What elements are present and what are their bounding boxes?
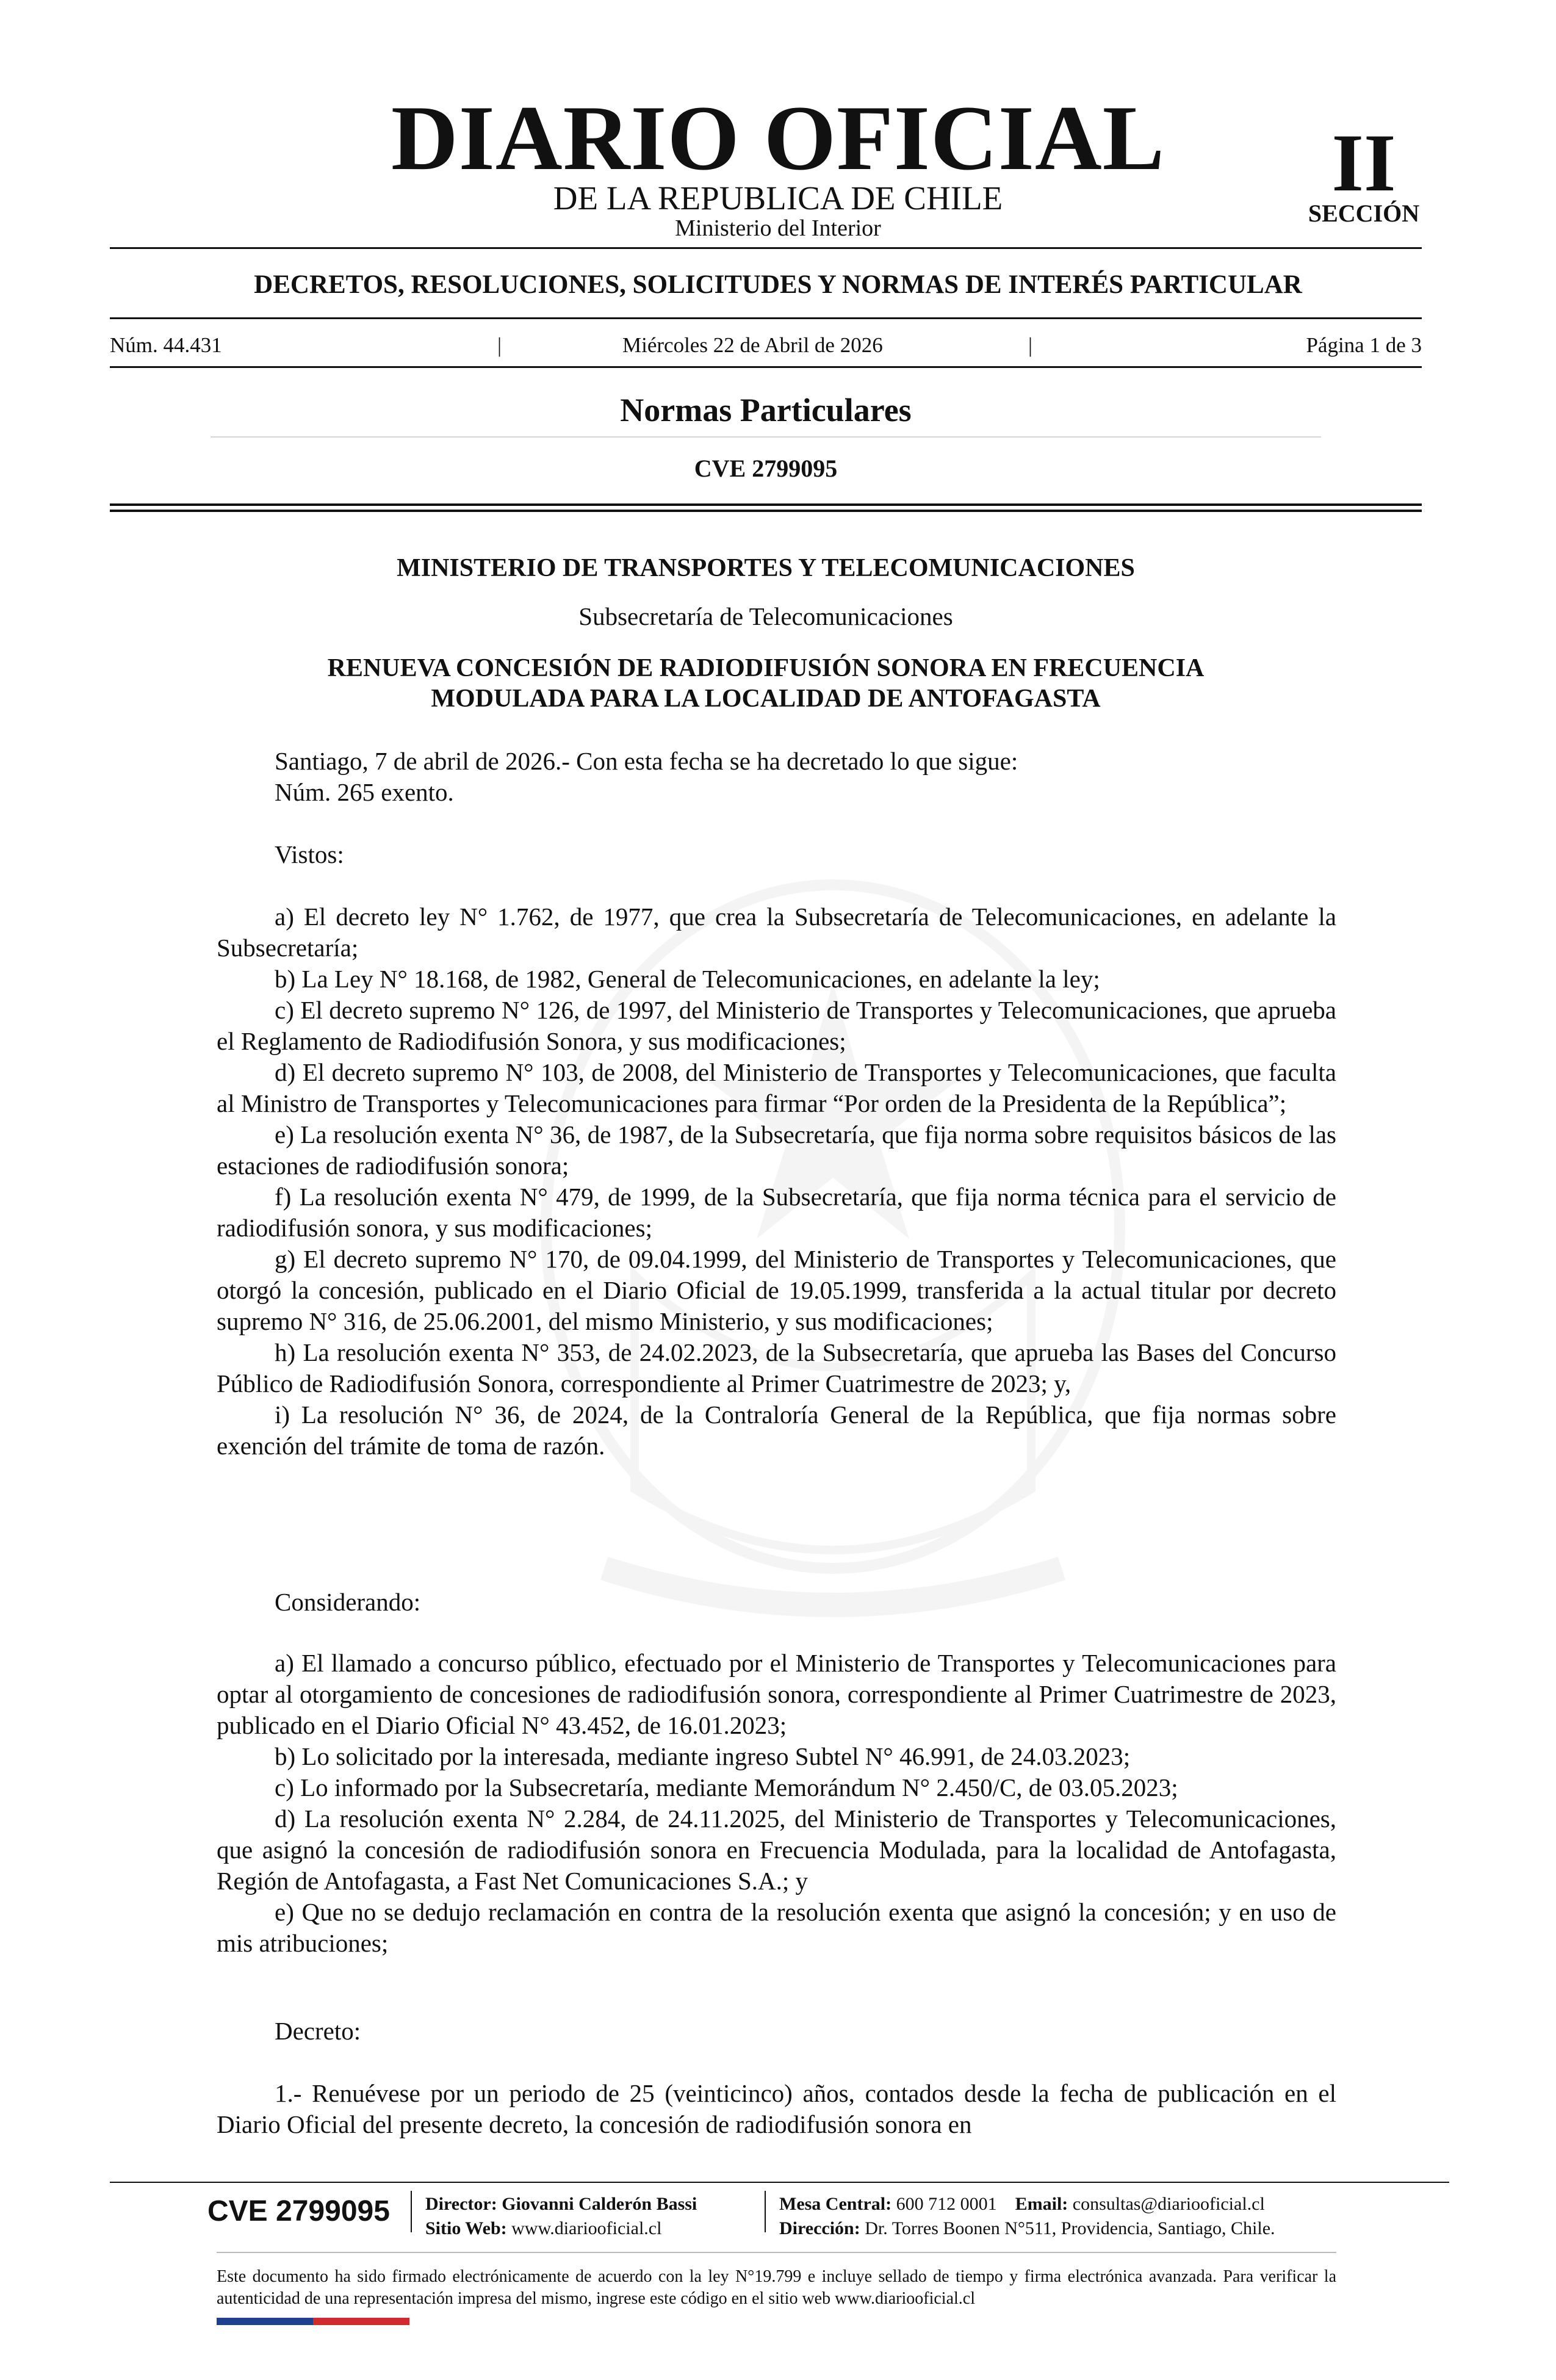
document-title-line: MODULADA PARA LA LOCALIDAD DE ANTOFAGASTA	[431, 685, 1101, 713]
address-value: Dr. Torres Boonen N°511, Providencia, Santiago, Chile.	[865, 2218, 1275, 2238]
section-title-divider	[211, 436, 1321, 438]
footer-contact-block	[779, 2192, 1275, 2241]
site-link[interactable]: www.diariooficial.cl	[511, 2218, 662, 2238]
issue-number: Núm. 44.431	[110, 333, 222, 357]
footer-divider	[217, 2252, 1336, 2253]
document-title-line: RENUEVA CONCESIÓN DE RADIODIFUSIÓN SONORA EN FRECUENCIA	[327, 654, 1205, 682]
masthead-title: DIARIO OFICIAL	[391, 87, 1165, 189]
footer-verification-note: Este documento ha sido firmado electrónicamente de acuerdo con la ley N°19.799 e incluye sellado de tiempo y firma electrónica avanzada. Para verificar la autenticidad de una representación impresa del mismo, ingrese este código en el sitio web www.diariooficial.cl	[217, 2267, 1336, 2308]
decreto-list	[217, 2078, 1336, 2140]
list-item: c) El decreto supremo N° 126, de 1997, del Ministerio de Transportes y Telecomunicaciones, que aprueba el Reglamento de Radiodifusión Sonora, y sus modificaciones;	[217, 996, 1336, 1055]
vistos-heading-text: Vistos:	[275, 840, 344, 868]
flag-stripe-red	[313, 2318, 409, 2325]
issue-page: Página 1 de 3	[1306, 333, 1422, 357]
issue-separator: |	[1028, 333, 1033, 357]
document-title	[0, 653, 1532, 714]
list-item: c) Lo informado por la Subsecretaría, mediante Memorándum N° 2.450/C, de 03.05.2023;	[275, 1773, 1178, 1801]
document-ministry: MINISTERIO DE TRANSPORTES Y TELECOMUNICACIONES	[397, 554, 1135, 582]
header-bottom-rule	[110, 503, 1422, 506]
footer-top-rule	[110, 2182, 1449, 2183]
decreto-heading-text: Decreto:	[275, 2017, 361, 2045]
list-item: a) El llamado a concurso público, efectuado por el Ministerio de Transportes y Telecomunicaciones para optar al otorgamiento de concesiones de radiodifusión sonora, correspondiente al Primer Cuatrimestre de 2023, publicado en el Diario Oficial N° 43.452, de 16.01.2023;	[217, 1649, 1336, 1739]
section-number: II	[1331, 118, 1396, 209]
banner-divider	[110, 317, 1422, 319]
list-item: d) El decreto supremo N° 103, de 2008, del Ministerio de Transportes y Telecomunicaciones, que faculta al Ministro de Transportes y Telecomunicaciones para firmar “Por orden de la Presidenta de la República”;	[217, 1058, 1336, 1117]
list-item: e) Que no se dedujo reclamación en contra de la resolución exenta que asignó la concesión; y en uso de mis atribuciones;	[217, 1898, 1336, 1957]
intro-line: Núm. 265 exento.	[275, 778, 454, 806]
list-item: h) La resolución exenta N° 353, de 24.02.2023, de la Subsecretaría, que aprueba las Bases del Concurso Público de Radiodifusión Sonora, correspondiente al Primer Cuatrimestre de 2023; y,	[217, 1338, 1336, 1397]
list-item: e) La resolución exenta N° 36, de 1987, de la Subsecretaría, que fija norma sobre requisitos básicos de las estaciones de radiodifusión sonora;	[217, 1120, 1336, 1180]
banner-title: DECRETOS, RESOLUCIONES, SOLICITUDES Y NORMAS DE INTERÉS PARTICULAR	[254, 270, 1302, 299]
footer-cve-code: CVE 2799095	[207, 2195, 390, 2227]
email-link[interactable]: consultas@diariooficial.cl	[1072, 2194, 1265, 2214]
director-name: Giovanni Calderón Bassi	[502, 2194, 697, 2214]
document-subministry: Subsecretaría de Telecomunicaciones	[578, 602, 953, 630]
considerando-heading-text: Considerando:	[275, 1588, 421, 1616]
flag-stripe-blue	[217, 2318, 313, 2325]
issue-separator: |	[497, 333, 502, 357]
phone-value: 600 712 0001	[896, 2194, 997, 2214]
masthead-subtitle: DE LA REPUBLICA DE CHILE	[553, 179, 1003, 217]
masthead-ministry: Ministerio del Interior	[675, 215, 881, 241]
director-label: Director:	[425, 2194, 497, 2214]
masthead-divider	[110, 247, 1422, 249]
list-item: d) La resolución exenta N° 2.284, de 24.11.2025, del Ministerio de Transportes y Telecomunicaciones, que asignó la concesión de radiodifusión sonora en Frecuencia Modulada, para la localidad de Antofagasta, Región de Antofagasta, a Fast Net Comunicaciones S.A.; y	[217, 1805, 1336, 1895]
cve-code: CVE 2799095	[694, 455, 838, 482]
site-label: Sitio Web:	[425, 2218, 507, 2238]
header-bottom-rule	[110, 510, 1422, 512]
email-label: Email:	[1015, 2194, 1068, 2214]
vistos-heading	[217, 839, 1336, 870]
footer-vertical-divider	[411, 2191, 412, 2232]
section-title: Normas Particulares	[620, 392, 912, 428]
considerando-heading	[217, 1587, 1336, 1618]
list-item: 1.- Renuévese por un periodo de 25 (veinticinco) años, contados desde la fecha de publicación en el Diario Oficial del presente decreto, la concesión de radiodifusión sonora en	[217, 2079, 1336, 2138]
footer-vertical-divider	[765, 2191, 766, 2232]
intro-line: Santiago, 7 de abril de 2026.- Con esta fecha se ha decretado lo que sigue:	[275, 747, 1018, 775]
decreto-heading	[217, 2016, 1336, 2047]
footer-director-block	[425, 2192, 697, 2241]
intro-block	[217, 746, 1336, 808]
address-label: Dirección:	[779, 2218, 860, 2238]
issue-divider	[110, 366, 1422, 368]
phone-label: Mesa Central:	[779, 2194, 892, 2214]
list-item: i) La resolución N° 36, de 2024, de la Contraloría General de la República, que fija normas sobre exención del trámite de toma de razón.	[217, 1401, 1336, 1460]
section-label: SECCIÓN	[1308, 200, 1420, 227]
list-item: g) El decreto supremo N° 170, de 09.04.1999, del Ministerio de Transportes y Telecomunicaciones, que otorgó la concesión, publicado en el Diario Oficial de 19.05.1999, transferida a la actual titular por decreto supremo N° 316, de 25.06.2001, del mismo Ministerio, y sus modificaciones;	[217, 1245, 1336, 1335]
list-item: f) La resolución exenta N° 479, de 1999, de la Subsecretaría, que fija norma técnica para el servicio de radiodifusión sonora, y sus modificaciones;	[217, 1183, 1336, 1242]
list-item: a) El decreto ley N° 1.762, de 1977, que crea la Subsecretaría de Telecomunicaciones, en adelante la Subsecretaría;	[217, 903, 1336, 962]
issue-date: Miércoles 22 de Abril de 2026	[622, 333, 883, 357]
vistos-list	[217, 901, 1336, 1462]
considerando-list	[217, 1648, 1336, 1959]
list-item: b) La Ley N° 18.168, de 1982, General de Telecomunicaciones, en adelante la ley;	[275, 965, 1100, 993]
list-item: b) Lo solicitado por la interesada, mediante ingreso Subtel N° 46.991, de 24.03.2023;	[275, 1742, 1131, 1770]
